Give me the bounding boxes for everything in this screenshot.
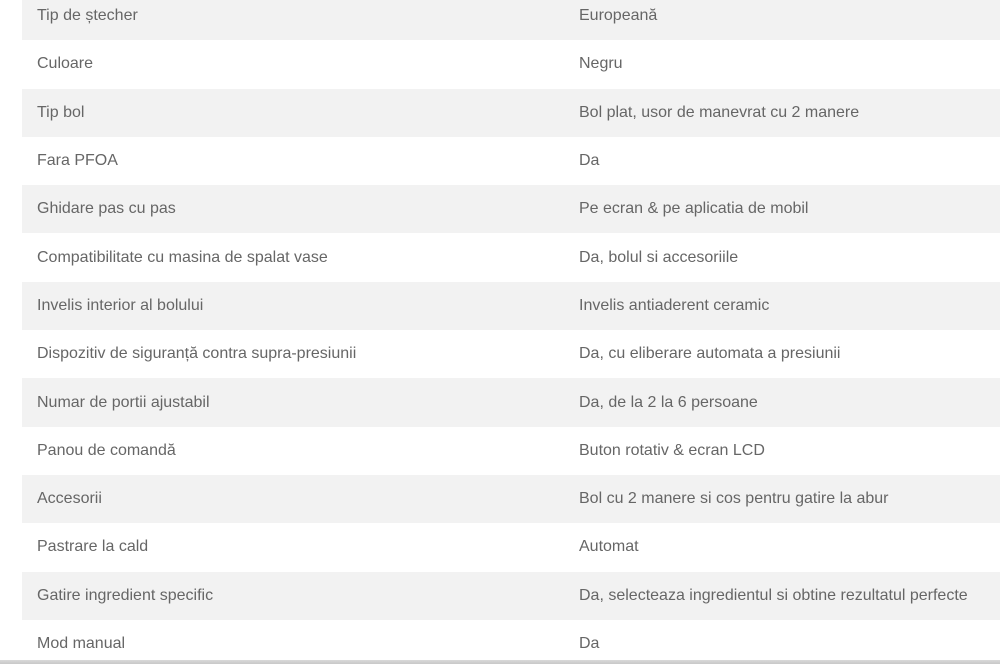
spec-value: Europeană xyxy=(564,0,1000,40)
spec-value: Pe ecran & pe aplicatia de mobil xyxy=(564,185,1000,233)
spec-value: Bol plat, usor de manevrat cu 2 manere xyxy=(564,89,1000,137)
table-row xyxy=(22,523,1000,571)
table-row xyxy=(22,185,1000,233)
spec-value: Da xyxy=(564,620,1000,664)
table-row xyxy=(22,427,1000,475)
spec-label: Mod manual xyxy=(22,620,564,664)
specifications-table xyxy=(22,0,1000,664)
spec-value: Da, selecteaza ingredientul si obtine rezultatul perfecte xyxy=(564,572,1000,620)
table-row xyxy=(22,233,1000,281)
spec-label: Dispozitiv de siguranță contra supra-presiunii xyxy=(22,330,564,378)
spec-value: Da xyxy=(564,137,1000,185)
spec-label: Fara PFOA xyxy=(22,137,564,185)
spec-label: Pastrare la cald xyxy=(22,523,564,571)
spec-label: Gatire ingredient specific xyxy=(22,572,564,620)
table-row xyxy=(22,0,1000,40)
spec-value: Da, bolul si accesoriile xyxy=(564,233,1000,281)
spec-value: Negru xyxy=(564,40,1000,88)
table-row xyxy=(22,282,1000,330)
spec-label: Tip de ștecher xyxy=(22,0,564,40)
spec-label: Invelis interior al bolului xyxy=(22,282,564,330)
table-row xyxy=(22,378,1000,426)
table-row xyxy=(22,137,1000,185)
window-bottom-edge xyxy=(0,660,1000,664)
spec-value: Buton rotativ & ecran LCD xyxy=(564,427,1000,475)
spec-label: Accesorii xyxy=(22,475,564,523)
table-row xyxy=(22,40,1000,88)
table-row xyxy=(22,572,1000,620)
spec-label: Ghidare pas cu pas xyxy=(22,185,564,233)
spec-value: Bol cu 2 manere si cos pentru gatire la abur xyxy=(564,475,1000,523)
spec-label: Panou de comandă xyxy=(22,427,564,475)
spec-label: Compatibilitate cu masina de spalat vase xyxy=(22,233,564,281)
spec-label: Culoare xyxy=(22,40,564,88)
table-row xyxy=(22,330,1000,378)
spec-value: Invelis antiaderent ceramic xyxy=(564,282,1000,330)
table-row xyxy=(22,620,1000,664)
spec-label: Numar de portii ajustabil xyxy=(22,378,564,426)
spec-value: Da, de la 2 la 6 persoane xyxy=(564,378,1000,426)
spec-value: Da, cu eliberare automata a presiunii xyxy=(564,330,1000,378)
spec-label: Tip bol xyxy=(22,89,564,137)
spec-value: Automat xyxy=(564,523,1000,571)
table-row xyxy=(22,475,1000,523)
table-row xyxy=(22,89,1000,137)
